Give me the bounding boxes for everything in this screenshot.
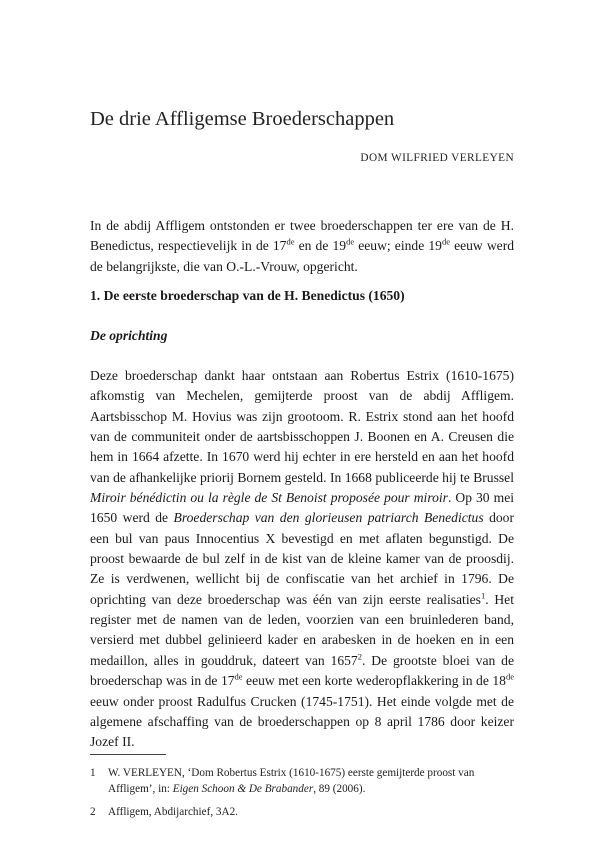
confraternity-name-italic: Broederschap van den glorieusen patriarch Benedictus [173,510,484,526]
journal-title-italic: Eigen Schoon & De Brabander [172,783,314,796]
footnote-ref[interactable]: 1 [480,590,486,601]
footnote-text [108,765,514,798]
superscript: de [505,671,514,682]
intro-text: In de abdij Affligem ontstonden er twee broederschappen ter ere van de H. Benedictus, respectievelijk in de 17 [90,218,514,254]
author-name: DOM WILFRIED VERLEYEN [360,152,514,164]
body-text: eeuw onder proost Radulfus Crucken (1745-1751). Het einde volgde met de algemene afschaffing van de broederschappen op 8 april 1786 door keizer Jozef II. [90,693,514,750]
body-paragraph [90,366,514,753]
body-text: door een bul van paus Innocentius X bevestigd en met aflaten begunstigd. De proost bewaarde de bul zelf in de kist van de kleine kamer van de proosdij. Ze is verdwenen, wellicht bij de confiscatie van het archief in 1796. De oprichting van deze broederschap was één van zijn eerste realisaties [90,510,514,607]
intro-text: en de 19 [294,238,347,254]
footnote-text-part: W. VERLEYEN, ‘Dom Robertus Estrix (1610-1675) eerste gemijterde proost van Affligem’, in: [108,767,475,796]
body-text: eeuw met een korte wederopflakkering in de 18 [242,673,506,689]
book-title-italic: Miroir bénédictin ou la règle de St Benoist proposée pour miroir [90,490,448,506]
footnote [90,765,514,798]
footnote-text-part: , 89 (2006). [313,783,366,796]
superscript: de [441,236,450,247]
footnote-divider [90,754,166,755]
superscript: de [286,236,295,247]
body-text: . De grootste bloei van de broederschap was in de 17 [90,652,514,689]
intro-text: eeuw; einde 19 [354,238,442,254]
footnote [90,804,514,820]
chapter-title: De drie Affligemse Broederschappen [90,108,395,130]
footnote-text: Affligem, Abdijarchief, 3A2. [108,806,238,818]
footnote-number: 2 [90,806,96,818]
subsection-heading: De oprichting [90,328,168,343]
section-heading: 1. De eerste broederschap van de H. Benedictus (1650) [90,288,405,303]
superscript: de [234,671,243,682]
body-text: Deze broederschap dankt haar ontstaan aan Robertus Estrix (1610-1675) afkomstig van Mechelen, gemijterde proost van de abdij Affligem. Aartsbisschop M. Hovius was zijn grootoom. R. Estrix stond aan het hoofd van de communiteit onder de aartsbisschoppen J. Boonen en A. Creusen die hem in 1664 afzette. In 1670 werd hij echter in ere hersteld en aan het hoofd van de afhankelijke priorij Bornem gesteld. In 1668 publiceerde hij te Brussel [90,368,514,485]
footnote-number: 1 [90,767,96,779]
intro-paragraph [90,216,514,277]
body-text: . Op 30 mei 1650 werd de [90,490,514,526]
footnote-ref[interactable]: 2 [357,651,362,662]
body-text: . Het register met de namen van de leden, voorzien van een bruinlederen band, versierd met dubbel gelinieerd kader en arabesken in de hoeken en in een medaillon, alles in gouddruk, dateert van 1657 [90,591,514,668]
superscript: de [346,236,355,247]
intro-text: eeuw werd de belangrijkste, die van O.-L.-Vrouw, opgericht. [90,238,515,274]
